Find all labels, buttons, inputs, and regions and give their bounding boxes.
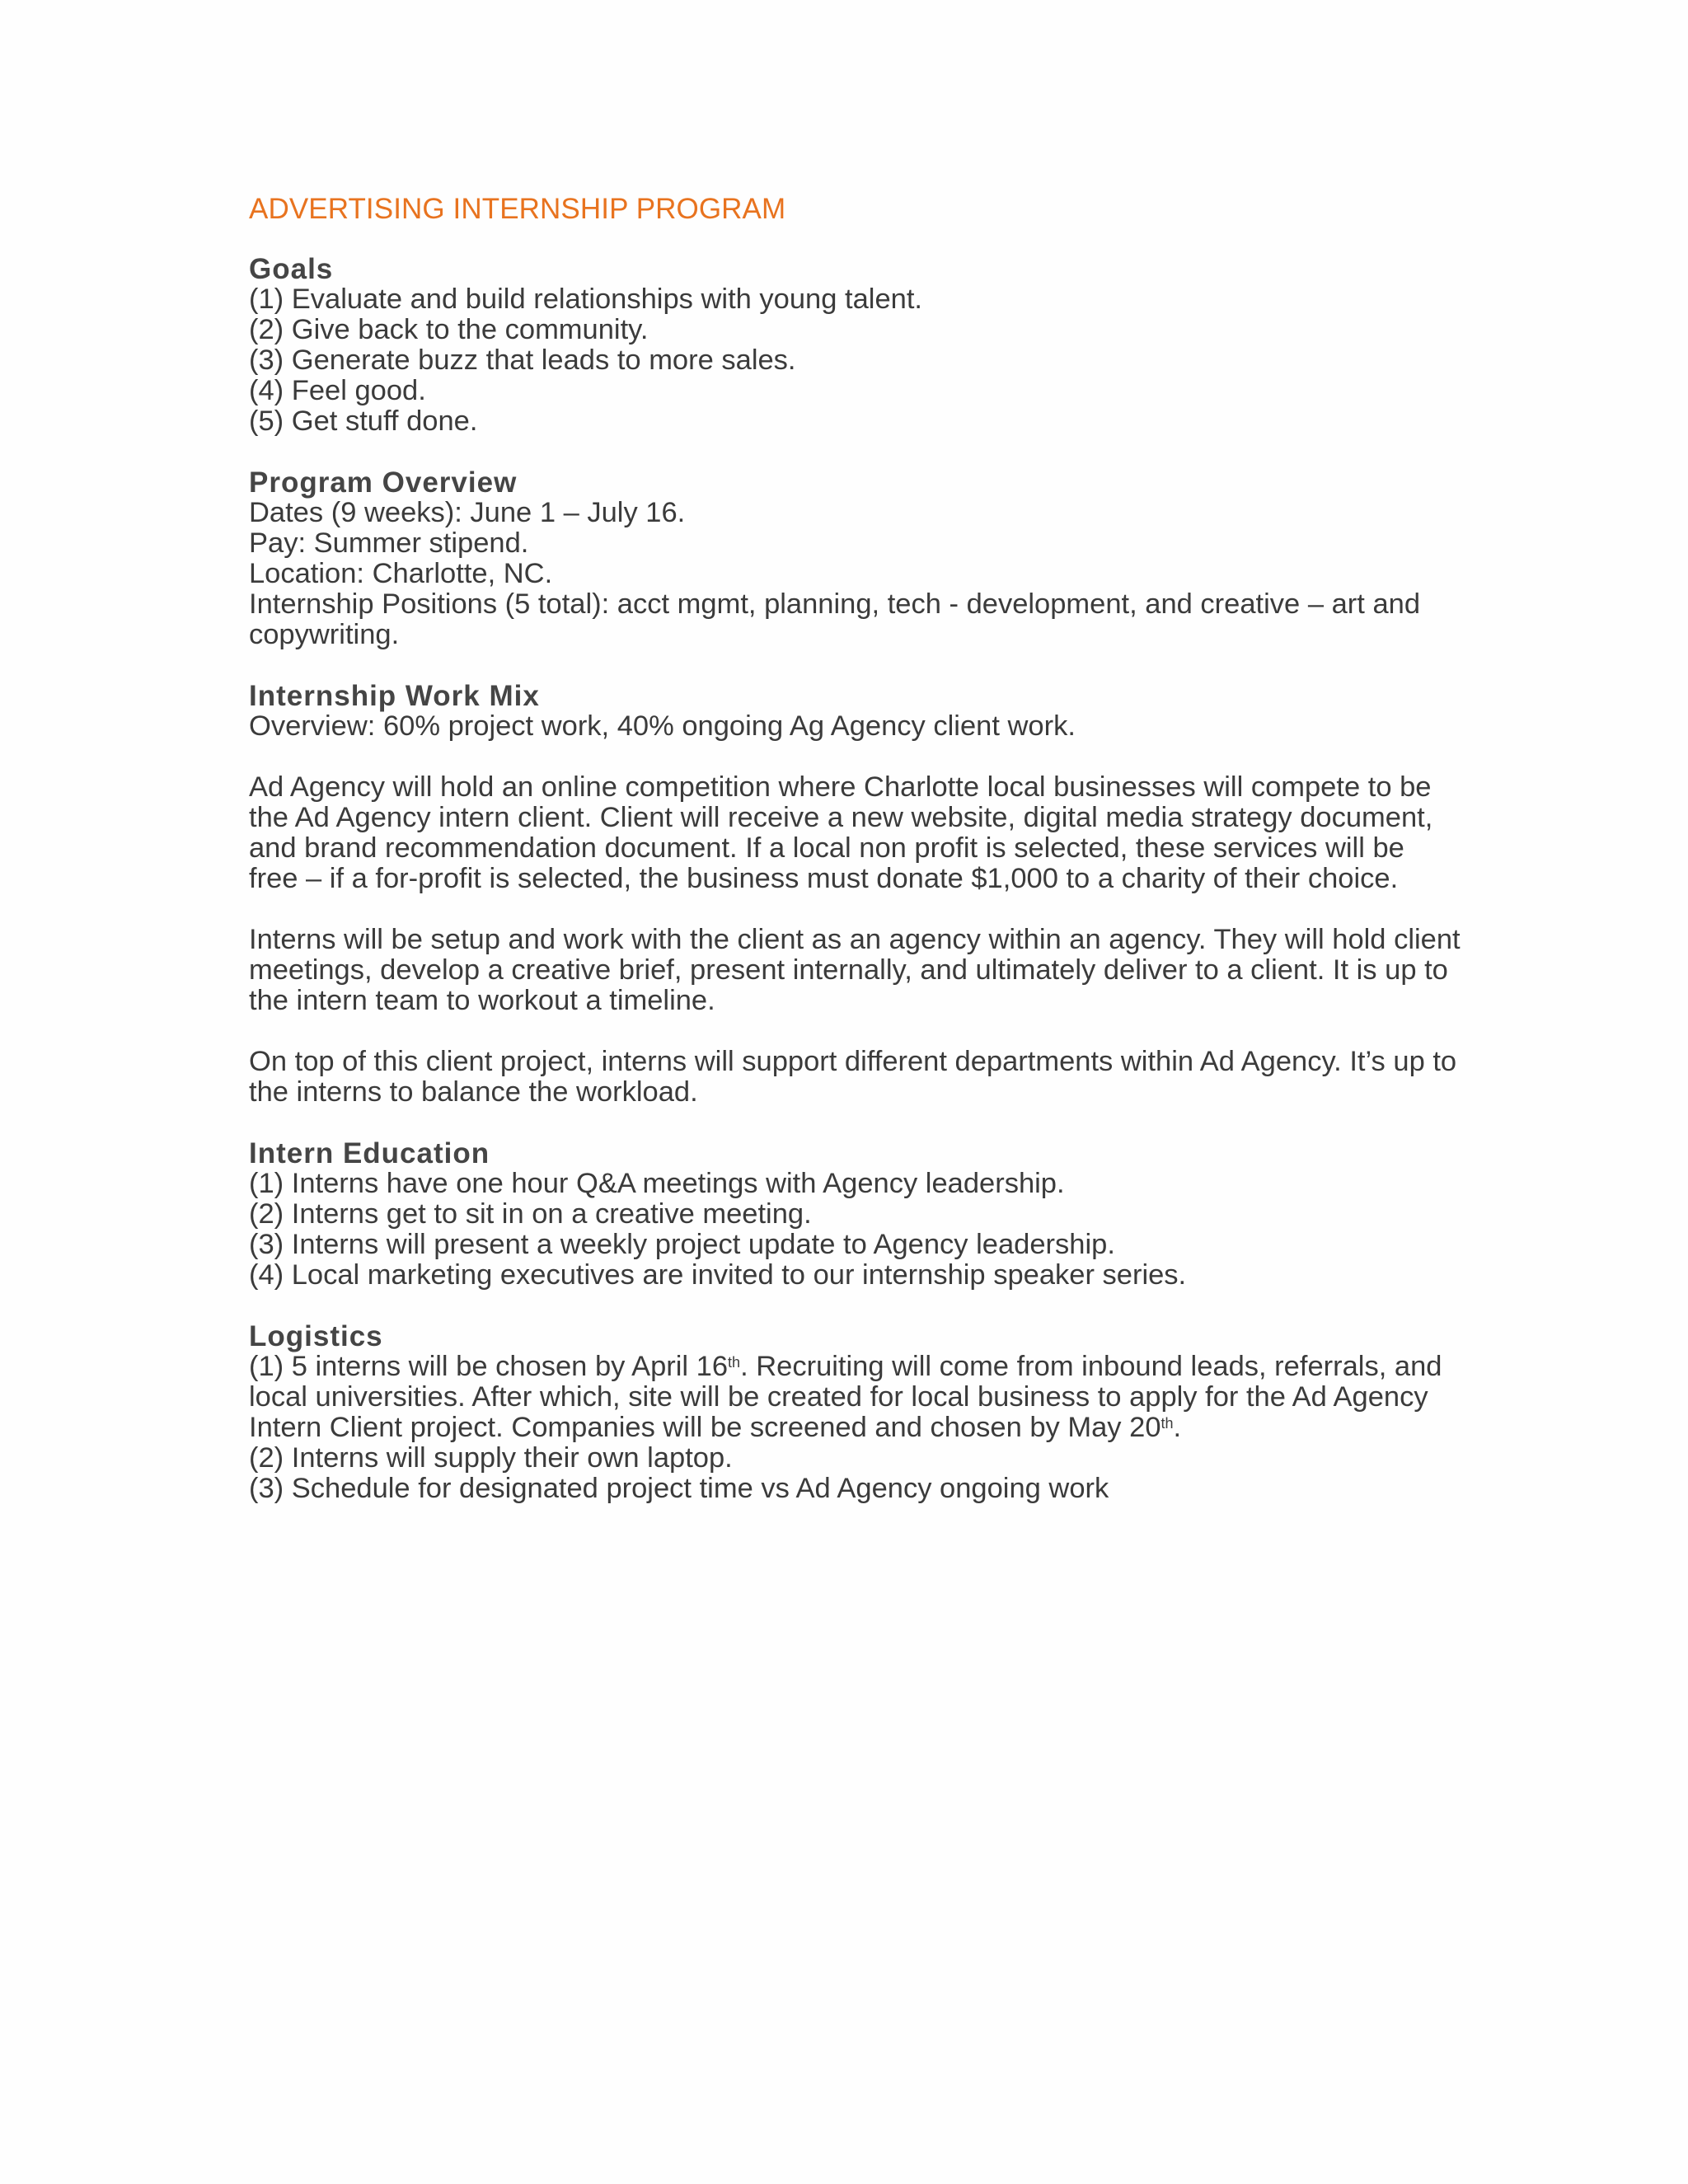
document-title: ADVERTISING INTERNSHIP PROGRAM: [249, 193, 786, 225]
goal-item: (3) Generate buzz that leads to more sales.: [249, 344, 796, 376]
ordinal-suffix: th: [728, 1353, 741, 1371]
intern-education-section: [249, 1138, 1461, 1291]
education-item: (3) Interns will present a weekly project update to Agency leadership.: [249, 1229, 1115, 1260]
ordinal-suffix: th: [1160, 1414, 1174, 1432]
goals-section: [249, 254, 1461, 437]
overview-positions: Internship Positions (5 total): acct mgmt, planning, tech - development, and creative – art and copywriting.: [249, 588, 1421, 650]
education-item: (4) Local marketing executives are invited to our internship speaker series.: [249, 1259, 1187, 1291]
logistics-heading: Logistics: [249, 1320, 383, 1352]
overview-location: Location: Charlotte, NC.: [249, 558, 553, 589]
program-overview-heading: Program Overview: [249, 466, 518, 499]
work-mix-paragraph-departments: On top of this client project, interns will support different departments within Ad Agency. It’s up to the interns to balance the workload.: [249, 1046, 1457, 1108]
overview-dates: Dates (9 weeks): June 1 – July 16.: [249, 497, 686, 528]
logistics-item-text: .: [1173, 1412, 1182, 1443]
goals-heading: Goals: [249, 253, 334, 285]
overview-pay: Pay: Summer stipend.: [249, 527, 529, 559]
document-page: [249, 193, 1461, 1535]
work-mix-paragraph-agency: Interns will be setup and work with the client as an agency within an agency. They will hold client meetings, develop a creative brief, present internally, and ultimately deliver to a client. It is up to the intern team to workout a timeline.: [249, 924, 1461, 1016]
goal-item: (5) Get stuff done.: [249, 405, 478, 437]
education-item: (1) Interns have one hour Q&A meetings with Agency leadership.: [249, 1168, 1065, 1199]
logistics-item-text: (1) 5 interns will be chosen by April 16: [249, 1351, 729, 1382]
program-overview-section: [249, 467, 1461, 650]
logistics-item-selection: [249, 1352, 1461, 1443]
work-mix-overview: Overview: 60% project work, 40% ongoing Ag Agency client work.: [249, 710, 1076, 742]
goal-item: (2) Give back to the community.: [249, 314, 649, 345]
logistics-section: [249, 1321, 1461, 1504]
work-mix-heading: Internship Work Mix: [249, 680, 540, 712]
goal-item: (4) Feel good.: [249, 375, 426, 406]
intern-education-heading: Intern Education: [249, 1137, 490, 1169]
education-item: (2) Interns get to sit in on a creative meeting.: [249, 1198, 812, 1230]
logistics-item-text: . Recruiting will come from inbound leads, referrals, and local universities. After which, site will be created for local business to apply for the Ad Agency Intern Client project. Companies will be screened and chosen by May 20: [249, 1351, 1442, 1443]
goal-item: (1) Evaluate and build relationships with young talent.: [249, 284, 922, 315]
work-mix-section: [249, 681, 1461, 1108]
work-mix-paragraph-competition: Ad Agency will hold an online competition where Charlotte local businesses will compete to be the Ad Agency intern client. Client will receive a new website, digital media strategy document, and brand recommendation document. If a local non profit is selected, these services will be free – if a for-profit is selected, the business must donate $1,000 to a charity of their choice.: [249, 771, 1433, 894]
logistics-item-schedule: (3) Schedule for designated project time vs Ad Agency ongoing work: [249, 1473, 1109, 1504]
logistics-item-laptop: (2) Interns will supply their own laptop.: [249, 1442, 733, 1474]
